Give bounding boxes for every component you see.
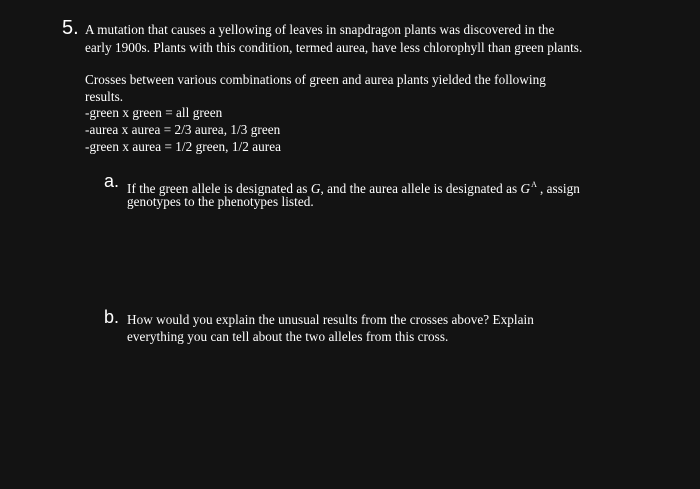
result-green-x-green: -green x green = all green	[85, 105, 223, 120]
intro-line-2: early 1900s. Plants with this condition, termed aurea, have less chlorophyll than green plants.	[85, 40, 583, 55]
part-b-line-1: How would you explain the unusual results from the crosses above? Explain	[127, 312, 534, 327]
part-a-text-suffix: , assign	[539, 181, 580, 196]
part-b-line-2: everything you can tell about the two alleles from this cross.	[127, 329, 449, 344]
result-aurea-x-aurea: -aurea x aurea = 2/3 aurea, 1/3 green	[85, 122, 281, 137]
part-b-label: b.	[104, 307, 120, 327]
result-green-x-aurea: -green x aurea = 1/2 green, 1/2 aurea	[85, 139, 282, 154]
part-a-text-prefix: If the green allele is designated as	[127, 181, 308, 196]
part-a-text-middle: , and the aurea allele is designated as	[320, 181, 518, 196]
crosses-line-2: results.	[85, 89, 124, 104]
question-number: 5.	[62, 17, 79, 39]
crosses-line-1: Crosses between various combinations of green and aurea plants yielded the following	[85, 72, 546, 87]
part-a-line-2: genotypes to the phenotypes listed.	[127, 194, 314, 209]
allele-aurea-symbol: $G^A$	[520, 180, 537, 196]
part-a-label: a.	[104, 171, 120, 191]
intro-line-1: A mutation that causes a yellowing of leaves in snapdragon plants was discovered in the	[85, 22, 555, 37]
allele-green-symbol: G	[310, 181, 321, 196]
